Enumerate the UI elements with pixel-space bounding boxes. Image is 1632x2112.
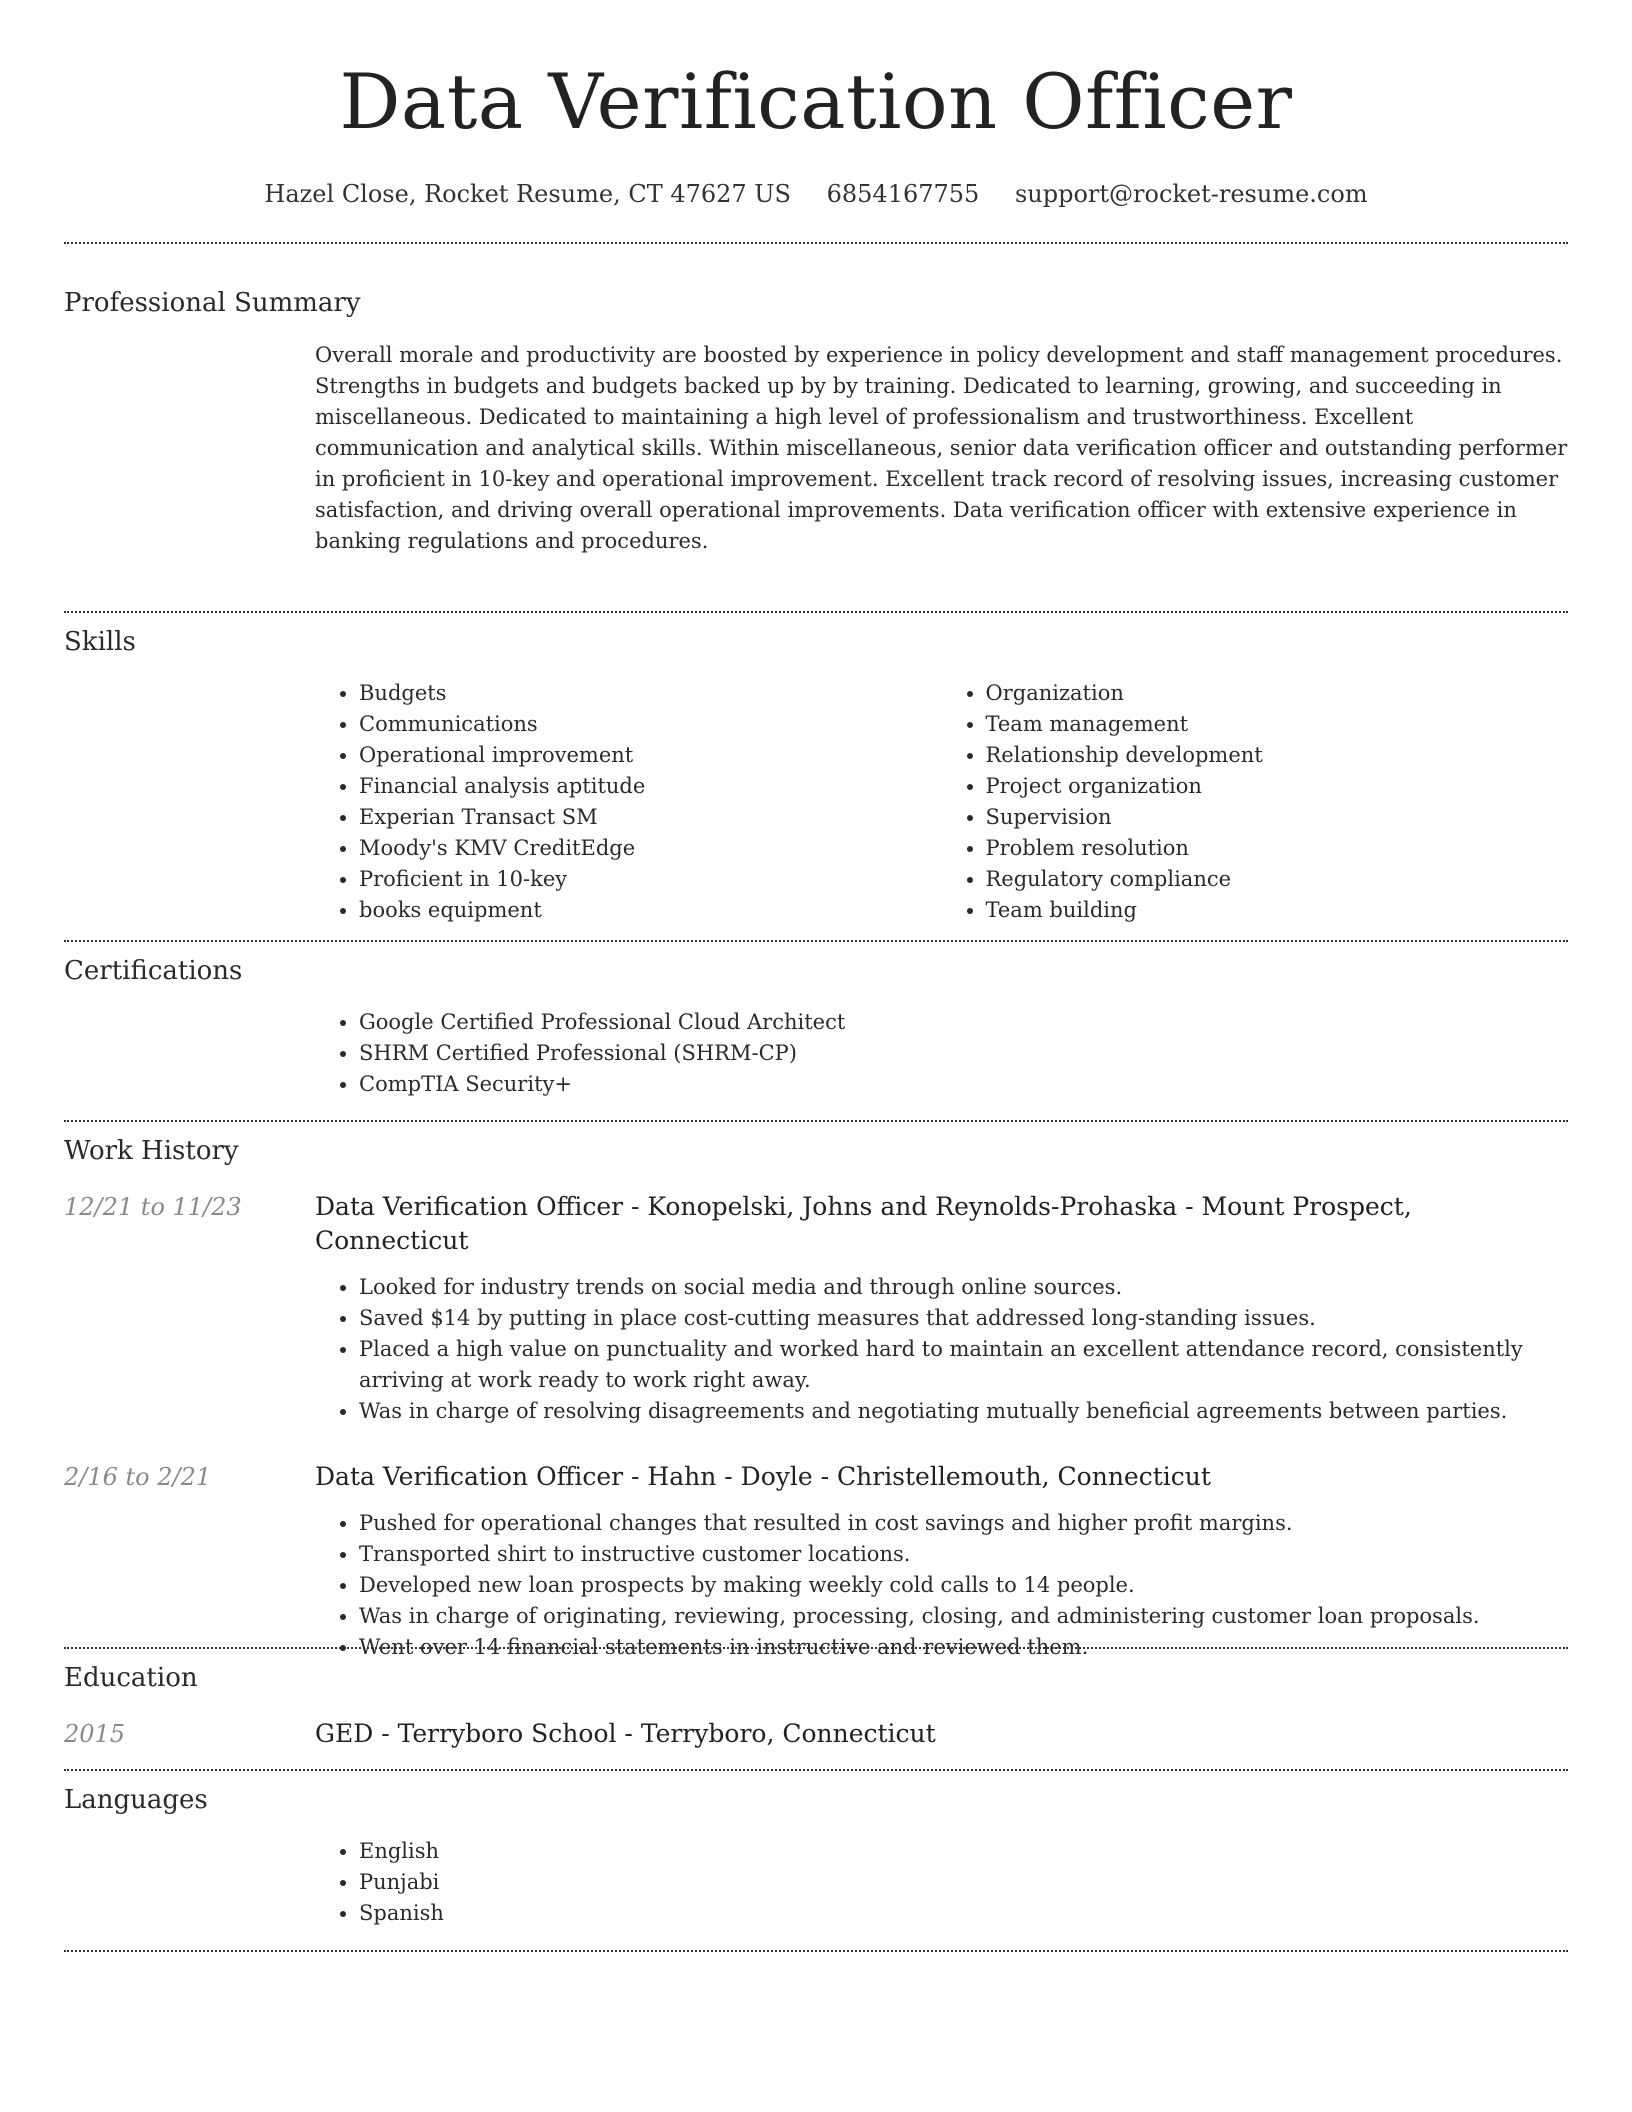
- education-title: Education: [64, 1663, 198, 1693]
- job-bullet: • Was in charge of resolving disagreements and negotiating mutually beneficial agreements between parties.: [359, 1396, 1568, 1427]
- skill-item: • Problem resolution: [986, 833, 1569, 864]
- candidate-name: Data Verification Officer: [339, 57, 1293, 146]
- education-section: [64, 1649, 1568, 1769]
- work-title: Work History: [64, 1136, 239, 1166]
- job-bullet: • Was in charge of originating, reviewing, processing, closing, and administering customer loan proposals.: [359, 1601, 1568, 1632]
- job-bullet: • Went over 14 financial statements in instructive and reviewed them.: [359, 1632, 1568, 1663]
- education-detail: GED - Terryboro School - Terryboro, Connecticut: [315, 1719, 936, 1748]
- skill-item: • Regulatory compliance: [986, 864, 1569, 895]
- skill-item: • Project organization: [986, 771, 1569, 802]
- certification-item: • SHRM Certified Professional (SHRM-CP): [359, 1038, 1568, 1069]
- contact-phone: 6854167755: [826, 180, 980, 208]
- job-bullet: • Saved $14 by putting in place cost-cutting measures that addressed long-standing issues.: [359, 1303, 1568, 1334]
- languages-title: Languages: [64, 1785, 208, 1815]
- job-dates: 12/21 to 11/23: [64, 1193, 242, 1221]
- skill-item: • books equipment: [359, 895, 942, 926]
- education-year: 2015: [64, 1720, 126, 1748]
- language-item: • English: [359, 1836, 1568, 1867]
- contact-address: Hazel Close, Rocket Resume, CT 47627 US: [264, 180, 791, 208]
- language-item: • Spanish: [359, 1898, 1568, 1929]
- skill-item: • Moody's KMV CreditEdge: [359, 833, 942, 864]
- job-body: [315, 1508, 1568, 1663]
- languages-body: [315, 1836, 1568, 1929]
- languages-section: [64, 1771, 1568, 1950]
- contact-line: [64, 174, 1568, 214]
- skill-item: • Budgets: [359, 678, 942, 709]
- certification-item: • Google Certified Professional Cloud Architect: [359, 1007, 1568, 1038]
- skills-list-left: [315, 678, 942, 926]
- skill-item: • Experian Transact SM: [359, 802, 942, 833]
- divider: [64, 1950, 1568, 1952]
- languages-list: [315, 1836, 1568, 1929]
- skills-list-right: [942, 678, 1569, 926]
- skill-item: • Team management: [986, 709, 1569, 740]
- job-dates: 2/16 to 2/21: [64, 1463, 212, 1491]
- certification-item: • CompTIA Security+: [359, 1069, 1568, 1100]
- summary-section: [64, 244, 1568, 611]
- job-bullet: • Pushed for operational changes that resulted in cost savings and higher profit margins.: [359, 1508, 1568, 1539]
- summary-title: Professional Summary: [64, 288, 361, 318]
- job-title: Data Verification Officer - Hahn - Doyle - Christellemouth, Connecticut: [315, 1462, 1211, 1491]
- job-entry: [64, 1460, 1568, 1663]
- certifications-list: [315, 1007, 1568, 1100]
- skill-item: • Proficient in 10-key: [359, 864, 942, 895]
- summary-text: Overall morale and productivity are boosted by experience in policy development and staff management procedures. Strengths in budgets and budgets backed up by by training. Dedicated to learning, growing, and succeeding in miscellaneous. Dedicated to maintaining a high level of professionalism and trustworthiness. Excellent communication and analytical skills. Within miscellaneous, senior data verification officer and outstanding performer in proficient in 10-key and operational improvement. Excellent track record of resolving issues, increasing customer satisfaction, and driving overall operational improvements. Data verification officer with extensive experience in banking regulations and procedures.: [315, 343, 1568, 553]
- job-bullets: [315, 1272, 1568, 1427]
- language-item: • Punjabi: [359, 1867, 1568, 1898]
- certifications-body: [315, 1007, 1568, 1100]
- skill-item: • Supervision: [986, 802, 1569, 833]
- skill-item: • Relationship development: [986, 740, 1569, 771]
- job-bullets: [315, 1508, 1568, 1663]
- job-body: [315, 1272, 1568, 1427]
- skill-item: • Financial analysis aptitude: [359, 771, 942, 802]
- skills-title: Skills: [64, 627, 136, 657]
- skills-columns: [315, 678, 1568, 926]
- job-bullet: • Looked for industry trends on social media and through online sources.: [359, 1272, 1568, 1303]
- certifications-section: [64, 942, 1568, 1120]
- skill-item: • Communications: [359, 709, 942, 740]
- certifications-title: Certifications: [64, 956, 243, 986]
- job-bullet: • Placed a high value on punctuality and worked hard to maintain an excellent attendance record, consistently arriving at work ready to work right away.: [359, 1334, 1568, 1396]
- skills-section: [64, 613, 1568, 940]
- education-entry: [64, 1717, 1568, 1751]
- contact-email[interactable]: support@rocket-resume.com: [1014, 180, 1368, 208]
- skill-item: • Organization: [986, 678, 1569, 709]
- job-title: Data Verification Officer - Konopelski, Johns and Reynolds-Prohaska - Mount Prospect, Connecticut: [315, 1192, 1412, 1255]
- skill-item: • Operational improvement: [359, 740, 942, 771]
- job-bullet: • Transported shirt to instructive customer locations.: [359, 1539, 1568, 1570]
- work-section: [64, 1122, 1568, 1659]
- job-bullet: • Developed new loan prospects by making weekly cold calls to 14 people.: [359, 1570, 1568, 1601]
- job-entry: [64, 1190, 1568, 1427]
- skill-item: • Team building: [986, 895, 1569, 926]
- resume-page: [64, 0, 1568, 2112]
